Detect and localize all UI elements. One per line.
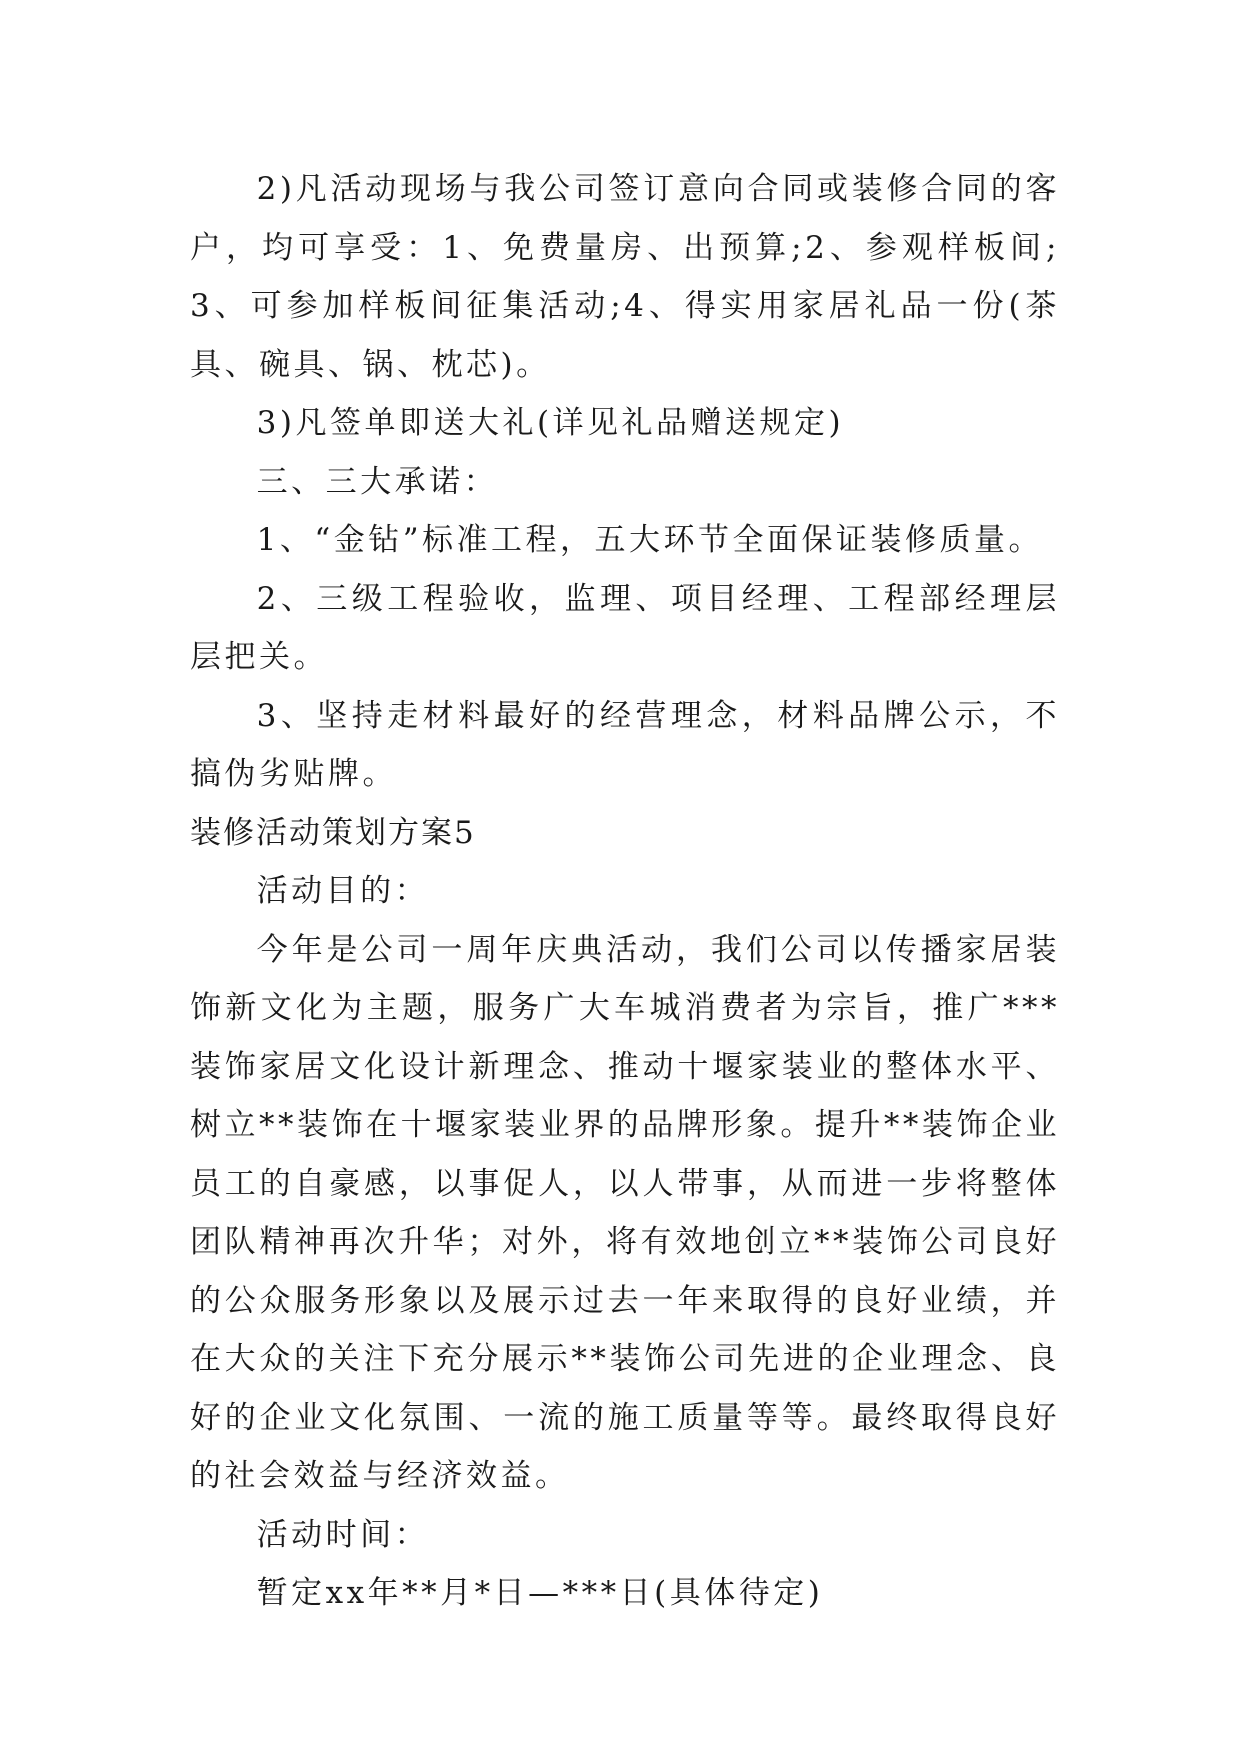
paragraph-promise-1: 1、“金钻”标准工程，五大环节全面保证装修质量。 bbox=[256, 522, 1044, 558]
section-heading-time: 活动时间： bbox=[256, 1516, 430, 1553]
document-body bbox=[190, 160, 1060, 1623]
plan-title: 装修活动策划方案5 bbox=[190, 814, 476, 851]
section-heading-promises: 三、三大承诺： bbox=[256, 463, 499, 500]
paragraph-time: 暂定xx年**月*日—***日(具体待定) bbox=[256, 1575, 824, 1611]
paragraph-sign-benefits: 2)凡活动现场与我公司签订意向合同或装修合同的客户，均可享受：1、免费量房、出预算;2、参观样板间;3、可参加样板间征集活动;4、得实用家居礼品一份(茶具、碗具、锅、枕芯)。 bbox=[190, 171, 1060, 383]
section-heading-purpose: 活动目的： bbox=[256, 873, 430, 909]
paragraph-purpose: 今年是公司一周年庆典活动，我们公司以传播家居装饰新文化为主题，服务广大车城消费者为宗旨，推广***装饰家居文化设计新理念、推动十堰家装业的整体水平、树立**装饰在十堰家装业界的品牌形象。提升**装饰企业员工的自豪感，以事促人，以人带事，从而进一步将整体团队精神再次升华；对外，将有效地创立**装饰公司良好的公众服务形象以及展示过去一年来取得的良好业绩，并在大众的关注下充分展示**装饰公司先进的企业理念、良好的企业文化氛围、一流的施工质量等等。最终取得良好的社会效益与经济效益。 bbox=[190, 931, 1060, 1494]
paragraph-sign-gift: 3)凡签单即送大礼(详见礼品赠送规定) bbox=[256, 405, 845, 441]
paragraph-promise-2: 2、三级工程验收，监理、项目经理、工程部经理层层把关。 bbox=[190, 580, 1060, 675]
paragraph-promise-3: 3、坚持走材料最好的经营理念，材料品牌公示，不搞伪劣贴牌。 bbox=[190, 697, 1060, 792]
